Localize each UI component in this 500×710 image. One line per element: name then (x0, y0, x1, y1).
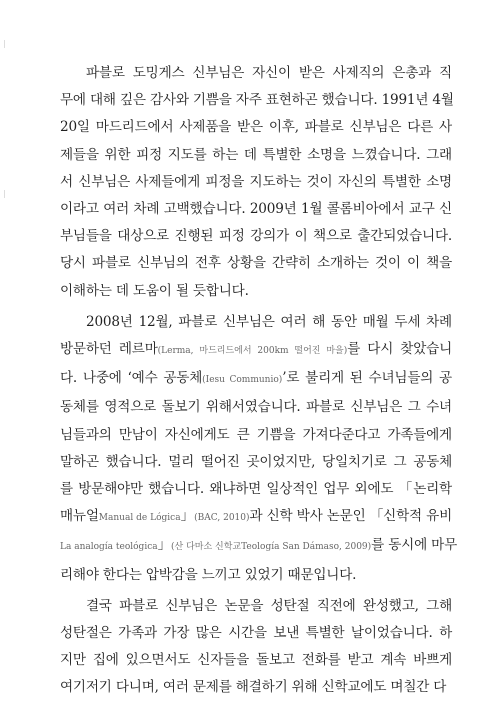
text-line (60, 114, 452, 141)
page-edge-mark (4, 190, 5, 198)
text-segment: 를 다시 찾았습니 (347, 341, 452, 358)
text-segment: 성탄절은 가족과 가장 많은 시간을 보낸 특별한 날이었습니다. 하 (60, 625, 452, 642)
text-line (60, 593, 452, 620)
text-line (60, 532, 458, 561)
text-segment: 제들을 위한 피정 지도를 하는 데 특별한 소명을 느꼈습니다. 그래 (60, 146, 452, 163)
paragraph (60, 593, 452, 702)
text-line (60, 87, 452, 114)
text-segment: 다. 나중에 ‘예수 공동체 (60, 370, 203, 387)
text-segment: 2008년 12월, 파블로 신부님은 여러 해 동안 매월 두세 차례 (86, 313, 452, 330)
inline-annotation: La analogía teológica (60, 542, 158, 553)
text-line (60, 647, 452, 674)
text-line (60, 196, 452, 223)
text-line (60, 422, 452, 449)
text-segment: 동체를 영적으로 돌보기 위해서였습니다. 파블로 신부님은 그 수녀 (60, 399, 452, 416)
text-line (60, 223, 452, 250)
page-body (60, 60, 458, 706)
text-segment: 이해하는 데 도움이 될 듯합니다. (60, 282, 249, 299)
text-segment: 여기저기 다니며, 여러 문제를 해결하기 위해 신학교에도 며칠간 다 (60, 679, 447, 696)
text-segment: 를 방문해야만 했습니다. 왜냐하면 일상적인 업무 외에도 「논리학 (60, 481, 452, 498)
text-line (60, 309, 452, 336)
text-segment: 20일 마드리드에서 사제품을 받은 이후, 파블로 신부님은 다른 사 (60, 119, 452, 136)
text-line (60, 365, 452, 394)
text-line (60, 503, 452, 532)
text-segment: 매뉴얼 (60, 508, 99, 525)
text-segment: 말하곤 했습니다. 멀리 떨어진 곳이었지만, 당일치기로 그 공동체 (60, 453, 452, 470)
text-segment: 님들과의 만남이 자신에게도 큰 기쁨을 가져다준다고 가족들에게 (60, 426, 452, 443)
text-segment: 부님들을 대상으로 진행된 피정 강의가 이 책으로 출간되었습니다. (60, 228, 452, 245)
inline-annotation: (Iesu Communio) (202, 375, 283, 386)
text-line (60, 394, 452, 421)
text-segment: 서 신부님은 사제들에게 피정을 지도하는 것이 자신의 특별한 소명 (60, 173, 452, 190)
text-line (60, 449, 452, 476)
text-segment: 를 동시에 마무 (371, 537, 458, 554)
text-segment: 당시 파블로 신부님의 전후 상황을 간략히 소개하는 것이 이 책을 (60, 255, 452, 272)
text-segment: 파블로 도밍게스 신부님은 자신이 받은 사제직의 은총과 직 (86, 65, 452, 81)
inline-annotation: (BAC, 2010) (194, 513, 250, 524)
text-segment: 과 신학 박사 논문인 「신학적 유비 (249, 508, 452, 525)
text-line (60, 674, 452, 701)
paragraph (60, 309, 458, 589)
text-line (60, 250, 452, 277)
text-segment: 무에 대해 깊은 감사와 기쁨을 자주 표현하곤 했습니다. 1991년 4월 (60, 92, 454, 109)
text-line (60, 336, 452, 365)
text-segment: 리해야 한다는 압박감을 느끼고 있었기 때문입니다. (60, 566, 357, 583)
text-line (60, 562, 452, 589)
inline-annotation: Manual de Lógica (98, 513, 181, 524)
inline-annotation: (Lerma, 마드리드에서 200km 떨어진 마을) (157, 346, 348, 357)
text-segment: ’로 불리게 된 수녀님들의 공 (282, 370, 452, 387)
text-line (60, 476, 452, 503)
text-line (60, 620, 452, 647)
page-edge-mark (4, 40, 5, 48)
text-segment: 결국 파블로 신부님은 논문을 성탄절 직전에 완성했고, 그해 (86, 597, 452, 614)
text-segment: 방문하던 레르마 (60, 341, 158, 358)
text-segment: 이라고 여러 차례 고백했습니다. 2009년 1월 콜롬비아에서 교구 신 (60, 201, 452, 218)
text-segment: 지만 집에 있으면서도 신자들을 돌보고 전화를 받고 계속 바쁘게 (60, 652, 452, 669)
text-line (60, 60, 452, 87)
text-segment: 」 (157, 537, 172, 554)
text-line (60, 169, 452, 196)
text-line (60, 278, 452, 305)
inline-annotation: (산 다마소 신학교Teología San Dámaso, 2009) (171, 542, 372, 553)
paragraph (60, 60, 452, 305)
text-line (60, 142, 452, 169)
text-segment: 」 (180, 508, 195, 525)
